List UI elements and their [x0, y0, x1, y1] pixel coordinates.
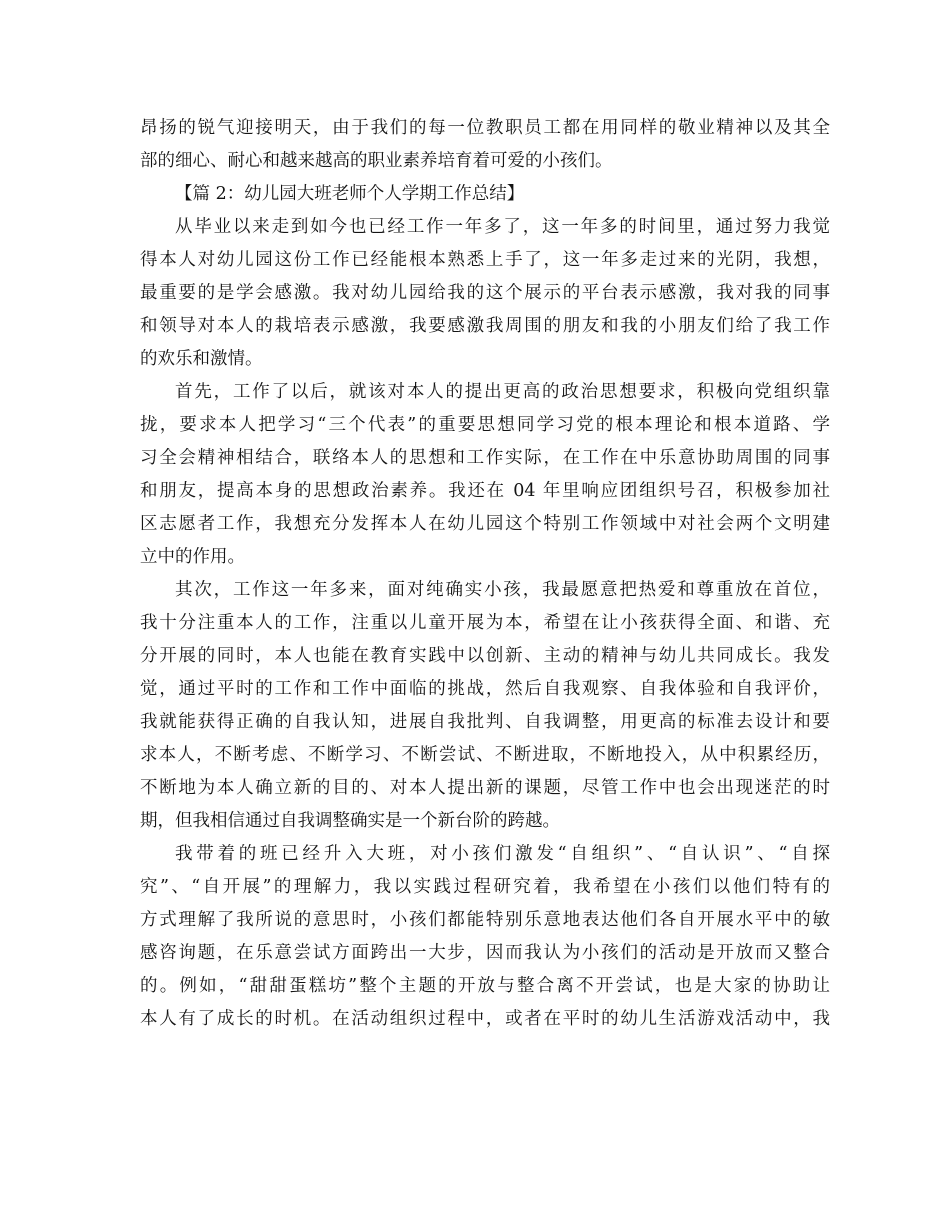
text-line: 最重要的是学会感激。我对幼儿园给我的这个展示的平台表示感激，我对我的同事: [140, 283, 830, 303]
text-line: 我就能获得正确的自我认知，进展自我批判、自我调整，用更高的标准去设计和要: [140, 712, 830, 732]
text-line: 从毕业以来走到如今也已经工作一年多了，这一年多的时间里，通过努力我觉: [175, 217, 830, 237]
text-line: 我带着的班已经升入大班，对小孩们激发“自组织”、“自认识”、“自探: [175, 844, 830, 864]
text-line: 区志愿者工作，我想充分发挥本人在幼儿园这个特别工作领域中对社会两个文明建: [140, 514, 830, 534]
text-line: 的欢乐和激情。: [140, 349, 263, 369]
text-line: 和领导对本人的栽培表示感激，我要感激我周围的朋友和我的小朋友们给了我工作: [140, 316, 830, 336]
text-line: 得本人对幼儿园这份工作已经能根本熟悉上手了，这一年多走过来的光阴，我想，: [140, 250, 830, 270]
text-line: 方式理解了我所说的意思时，小孩们都能特别乐意地表达他们各自开展水平中的敏: [140, 910, 830, 930]
text-line: 其次，工作这一年多来，面对纯确实小孩，我最愿意把热爱和尊重放在首位，: [175, 580, 830, 600]
text-line: 本人有了成长的时机。在活动组织过程中，或者在平时的幼儿生活游戏活动中，我: [140, 1009, 830, 1029]
text-line: 【篇 2：幼儿园大班老师个人学期工作总结】: [175, 184, 525, 204]
text-line: 习全会精神相结合，联络本人的思想和工作实际，在工作在中乐意协助周围的同事: [140, 448, 830, 468]
text-line: 不断地为本人确立新的目的、对本人提出新的课题，尽管工作中也会出现迷茫的时: [140, 778, 830, 798]
text-line: 部的细心、耐心和越来越高的职业素养培育着可爱的小孩们。: [140, 151, 613, 171]
text-line: 拢，要求本人把学习“三个代表”的重要思想同学习党的根本理论和根本道路、学: [140, 415, 830, 435]
text-line: 立中的作用。: [140, 547, 245, 567]
text-line: 感咨询题，在乐意尝试方面跨出一大步，因而我认为小孩们的活动是开放而又整合: [140, 943, 830, 963]
text-line: 究”、“自开展”的理解力，我以实践过程研究着，我希望在小孩们以他们特有的: [140, 877, 830, 897]
text-line: 期，但我相信通过自我调整确实是一个新台阶的跨越。: [140, 811, 560, 831]
text-line: 分开展的同时，本人也能在教育实践中以创新、主动的精神与幼儿共同成长。我发: [140, 646, 830, 666]
text-line: 的。例如，“甜甜蛋糕坊”整个主题的开放与整合离不开尝试，也是大家的协助让: [140, 976, 830, 996]
text-line: 首先，工作了以后，就该对本人的提出更高的政治思想要求，积极向党组织靠: [175, 382, 830, 402]
text-line: 和朋友，提高本身的思想政治素养。我还在 04 年里响应团组织号召，积极参加社: [140, 481, 830, 501]
text-line: 昂扬的锐气迎接明天，由于我们的每一位教职员工都在用同样的敬业精神以及其全: [140, 118, 830, 138]
text-line: 我十分注重本人的工作，注重以儿童开展为本，希望在让小孩获得全面、和谐、充: [140, 613, 830, 633]
text-line: 求本人，不断考虑、不断学习、不断尝试、不断进取，不断地投入，从中积累经历，: [140, 745, 830, 765]
document-body: [140, 112, 830, 1036]
text-line: 觉，通过平时的工作和工作中面临的挑战，然后自我观察、自我体验和自我评价，: [140, 679, 830, 699]
